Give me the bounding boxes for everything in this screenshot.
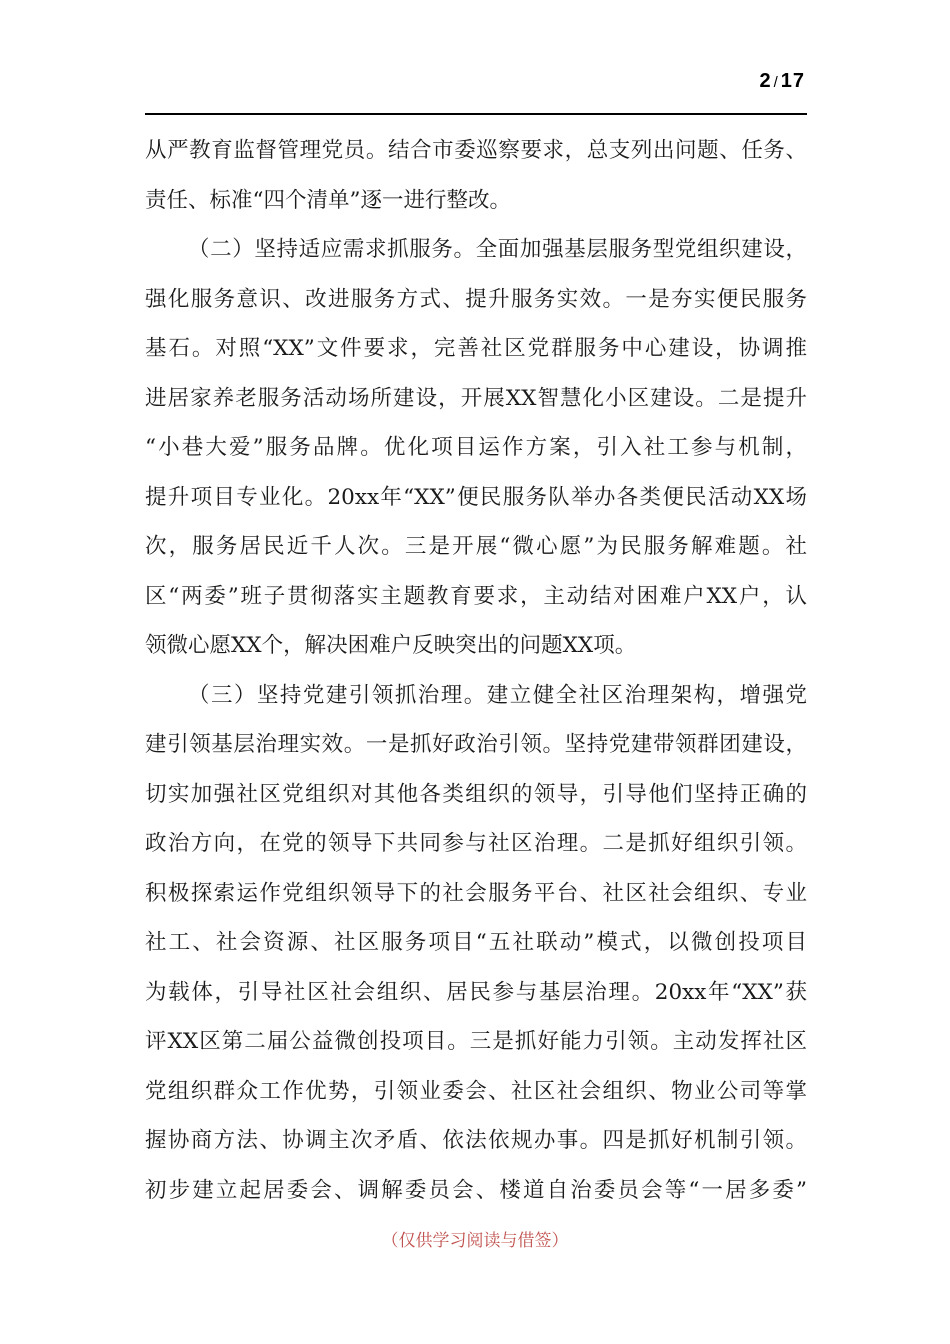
body-line: （三）坚持党建引领抓治理。建立健全社区治理架构，增强党 [188, 682, 807, 708]
body-line: 强化服务意识、改进服务方式、提升服务实效。一是夯实便民服务 [145, 286, 807, 312]
body-line: 政治方向，在党的领导下共同参与社区治理。二是抓好组织引领。 [145, 831, 807, 856]
footer-note: （仅供学习阅读与借签） [381, 1231, 569, 1251]
body-line: 责任、标准“四个清单”逐一进行整改。 [145, 187, 511, 213]
body-line: 为载体，引导社区社会组织、居民参与基层治理。20xx年“XX”获 [145, 979, 807, 1005]
document-body [145, 126, 807, 1215]
body-line: 从严教育监督管理党员。结合市委巡察要求，总支列出问题、任务、 [145, 138, 807, 163]
body-line: （二）坚持适应需求抓服务。全面加强基层服务型党组织建设， [188, 237, 807, 262]
body-line: 党组织群众工作优势，引领业委会、社区社会组织、物业公司等掌 [145, 1078, 807, 1104]
body-line: 积极探索运作党组织领导下的社会服务平台、社区社会组织、专业 [145, 880, 807, 906]
body-line: 基石。对照“XX”文件要求，完善社区党群服务中心建设，协调推 [145, 336, 807, 361]
page-separator: / [773, 74, 779, 91]
body-line: 初步建立起居委会、调解委员会、楼道自治委员会等“一居多委” [145, 1177, 807, 1203]
body-line: 提升项目专业化。20xx年“XX”便民服务队举办各类便民活动XX场 [145, 484, 807, 510]
header-rule [145, 113, 807, 115]
body-line: 进居家养老服务活动场所建设，开展XX智慧化小区建设。二是提升 [145, 385, 807, 411]
body-line: 握协商方法、协调主次矛盾、依法依规办事。四是抓好机制引领。 [145, 1128, 807, 1153]
body-line: 评XX区第二届公益微创投项目。三是抓好能力引领。主动发挥社区 [145, 1029, 807, 1054]
body-line: “小巷大爱”服务品牌。优化项目运作方案，引入社工参与机制， [145, 435, 807, 460]
page-total: 17 [780, 70, 805, 92]
page-number [759, 70, 805, 93]
body-line: 切实加强社区党组织对其他各类组织的领导，引导他们坚持正确的 [145, 781, 807, 807]
body-line: 建引领基层治理实效。一是抓好政治引领。坚持党建带领群团建设， [145, 732, 807, 757]
page-current: 2 [759, 70, 772, 92]
body-line: 区“两委”班子贯彻落实主题教育要求，主动结对困难户XX户，认 [145, 583, 807, 609]
body-line: 领微心愿XX个，解决困难户反映突出的问题XX项。 [145, 633, 637, 658]
body-line: 社工、社会资源、社区服务项目“五社联动”模式，以微创投项目 [145, 930, 807, 955]
body-line: 次，服务居民近千人次。三是开展“微心愿”为民服务解难题。社 [145, 534, 807, 559]
